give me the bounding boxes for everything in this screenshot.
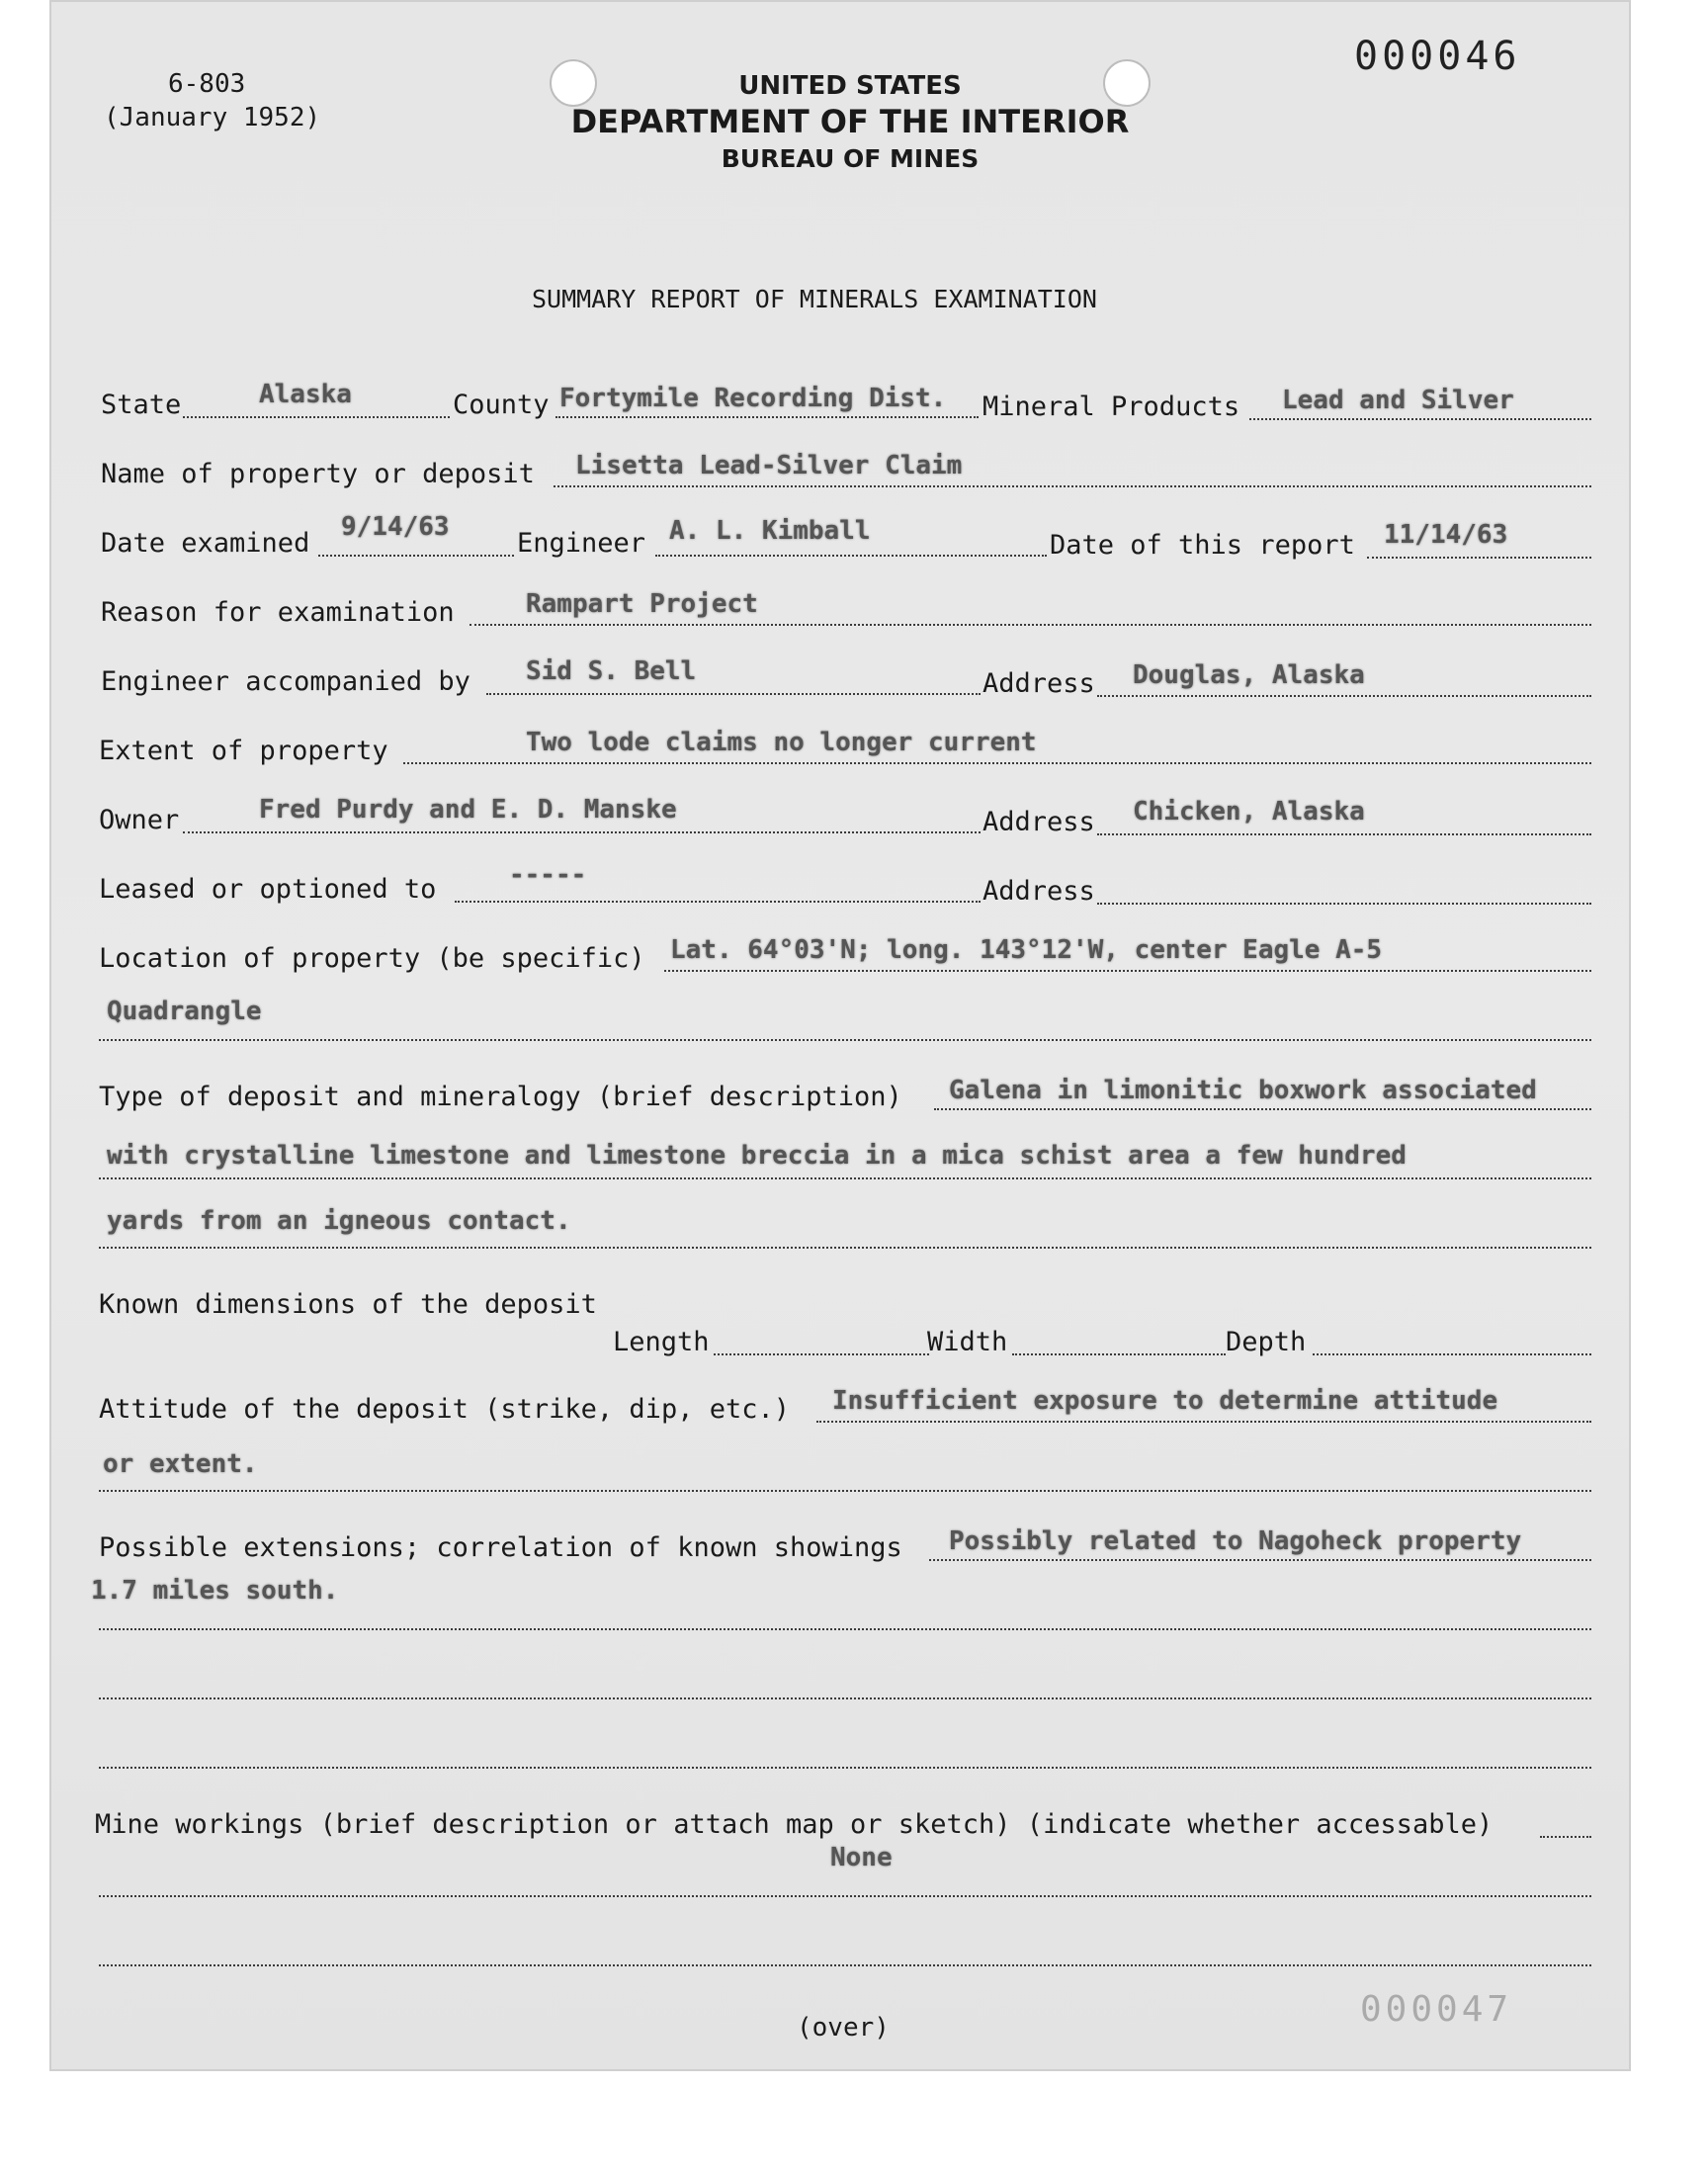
reason-label: Reason for examination	[101, 597, 455, 628]
owner-address-label: Address	[982, 807, 1095, 837]
mine-workings-line-2	[99, 1895, 1591, 1897]
header-line-1: UNITED STATES	[738, 71, 962, 101]
reason-line	[470, 624, 1591, 626]
header-line-2: DEPARTMENT OF THE INTERIOR	[570, 103, 1130, 140]
attitude-value-line-2: or extent.	[103, 1449, 258, 1479]
property-name-value: Lisetta Lead-Silver Claim	[575, 451, 963, 480]
extent-label: Extent of property	[99, 736, 388, 766]
accompanied-address-line	[1097, 695, 1591, 697]
deposit-type-label: Type of deposit and mineralogy (brief description)	[99, 1082, 902, 1112]
attitude-label: Attitude of the deposit (strike, dip, etc.)	[99, 1394, 790, 1425]
deposit-type-line-2	[99, 1177, 1591, 1179]
state-line	[183, 416, 450, 418]
mine-workings-value: None	[830, 1843, 893, 1872]
extensions-value-line-2: 1.7 miles south.	[91, 1576, 339, 1606]
property-name-label: Name of property or deposit	[101, 459, 535, 489]
reason-value: Rampart Project	[526, 589, 758, 619]
engineer-value: A. L. Kimball	[669, 516, 871, 546]
document-number: 000046	[1354, 34, 1521, 79]
mine-workings-label: Mine workings (brief description or attach map or sketch) (indicate whether accessable)	[95, 1809, 1494, 1840]
date-examined-label: Date examined	[101, 528, 310, 559]
width-line	[1012, 1353, 1226, 1355]
page-footer: (over)	[797, 2013, 890, 2043]
accompanied-address-value: Douglas, Alaska	[1133, 660, 1365, 690]
engineer-line	[655, 555, 1047, 557]
state-label: State	[101, 390, 182, 420]
county-line	[555, 416, 979, 418]
dimensions-label: Known dimensions of the deposit	[99, 1289, 597, 1320]
owner-label: Owner	[99, 805, 180, 835]
owner-value: Fred Purdy and E. D. Manske	[259, 795, 677, 825]
extensions-line-1	[929, 1559, 1591, 1561]
depth-label: Depth	[1226, 1327, 1307, 1357]
leased-address-label: Address	[982, 876, 1095, 907]
location-line-2	[99, 1039, 1591, 1041]
owner-address-value: Chicken, Alaska	[1133, 797, 1365, 826]
form-number: 6-803	[168, 69, 246, 99]
accompanied-by-value: Sid S. Bell	[526, 656, 697, 686]
attitude-line-1	[816, 1421, 1591, 1423]
leased-label: Leased or optioned to	[99, 874, 437, 905]
report-date-value: 11/14/63	[1384, 520, 1508, 550]
length-line	[714, 1353, 929, 1355]
faded-document-number: 000047	[1360, 1989, 1513, 2030]
mineral-products-value: Lead and Silver	[1282, 386, 1514, 415]
form-title: SUMMARY REPORT OF MINERALS EXAMINATION	[532, 285, 1097, 313]
deposit-type-value-line-3: yards from an igneous contact.	[107, 1206, 571, 1236]
report-date-line	[1367, 557, 1591, 559]
accompanied-by-label: Engineer accompanied by	[101, 666, 470, 697]
extensions-line-2	[99, 1628, 1591, 1630]
extent-value: Two lode claims no longer current	[526, 728, 1037, 757]
deposit-type-line-3	[99, 1247, 1591, 1249]
mineral-products-line	[1249, 418, 1591, 420]
county-value: Fortymile Recording Dist.	[559, 384, 947, 413]
extensions-line-4	[99, 1767, 1591, 1769]
date-examined-value: 9/14/63	[341, 512, 450, 542]
property-name-line	[554, 485, 1591, 487]
extent-line	[403, 762, 1591, 764]
location-value: Lat. 64°03'N; long. 143°12'W, center Eagle A-5	[670, 935, 1383, 965]
attitude-value: Insufficient exposure to determine attitude	[832, 1386, 1498, 1416]
extensions-value: Possibly related to Nagoheck property	[949, 1526, 1522, 1556]
engineer-label: Engineer	[517, 528, 646, 559]
length-label: Length	[613, 1327, 710, 1357]
state-value: Alaska	[259, 380, 352, 409]
deposit-type-line-1	[934, 1108, 1591, 1110]
attitude-line-2	[99, 1490, 1591, 1492]
leased-line	[455, 901, 981, 903]
depth-line	[1313, 1353, 1591, 1355]
owner-line	[183, 831, 981, 833]
leased-value: -----	[509, 860, 587, 890]
leased-address-line	[1097, 903, 1591, 905]
county-label: County	[453, 390, 550, 420]
extensions-line-3	[99, 1697, 1591, 1699]
deposit-type-value: Galena in limonitic boxwork associated	[949, 1076, 1537, 1105]
header-line-3: BUREAU OF MINES	[721, 144, 980, 173]
form-date: (January 1952)	[104, 103, 321, 132]
location-value-line-2: Quadrangle	[107, 997, 262, 1026]
location-line-1	[664, 970, 1591, 972]
width-label: Width	[927, 1327, 1008, 1357]
mine-workings-line-1	[1540, 1836, 1591, 1838]
deposit-type-value-line-2: with crystalline limestone and limestone breccia in a mica schist area a few hundred	[107, 1141, 1407, 1171]
date-examined-line	[318, 555, 514, 557]
mineral-products-label: Mineral Products	[982, 392, 1240, 422]
mine-workings-line-3	[99, 1964, 1591, 1966]
owner-address-line	[1097, 833, 1591, 835]
extensions-label: Possible extensions; correlation of known showings	[99, 1532, 902, 1563]
accompanied-address-label: Address	[982, 668, 1095, 699]
accompanied-by-line	[486, 693, 981, 695]
report-date-label: Date of this report	[1050, 530, 1355, 561]
location-label: Location of property (be specific)	[99, 943, 645, 974]
